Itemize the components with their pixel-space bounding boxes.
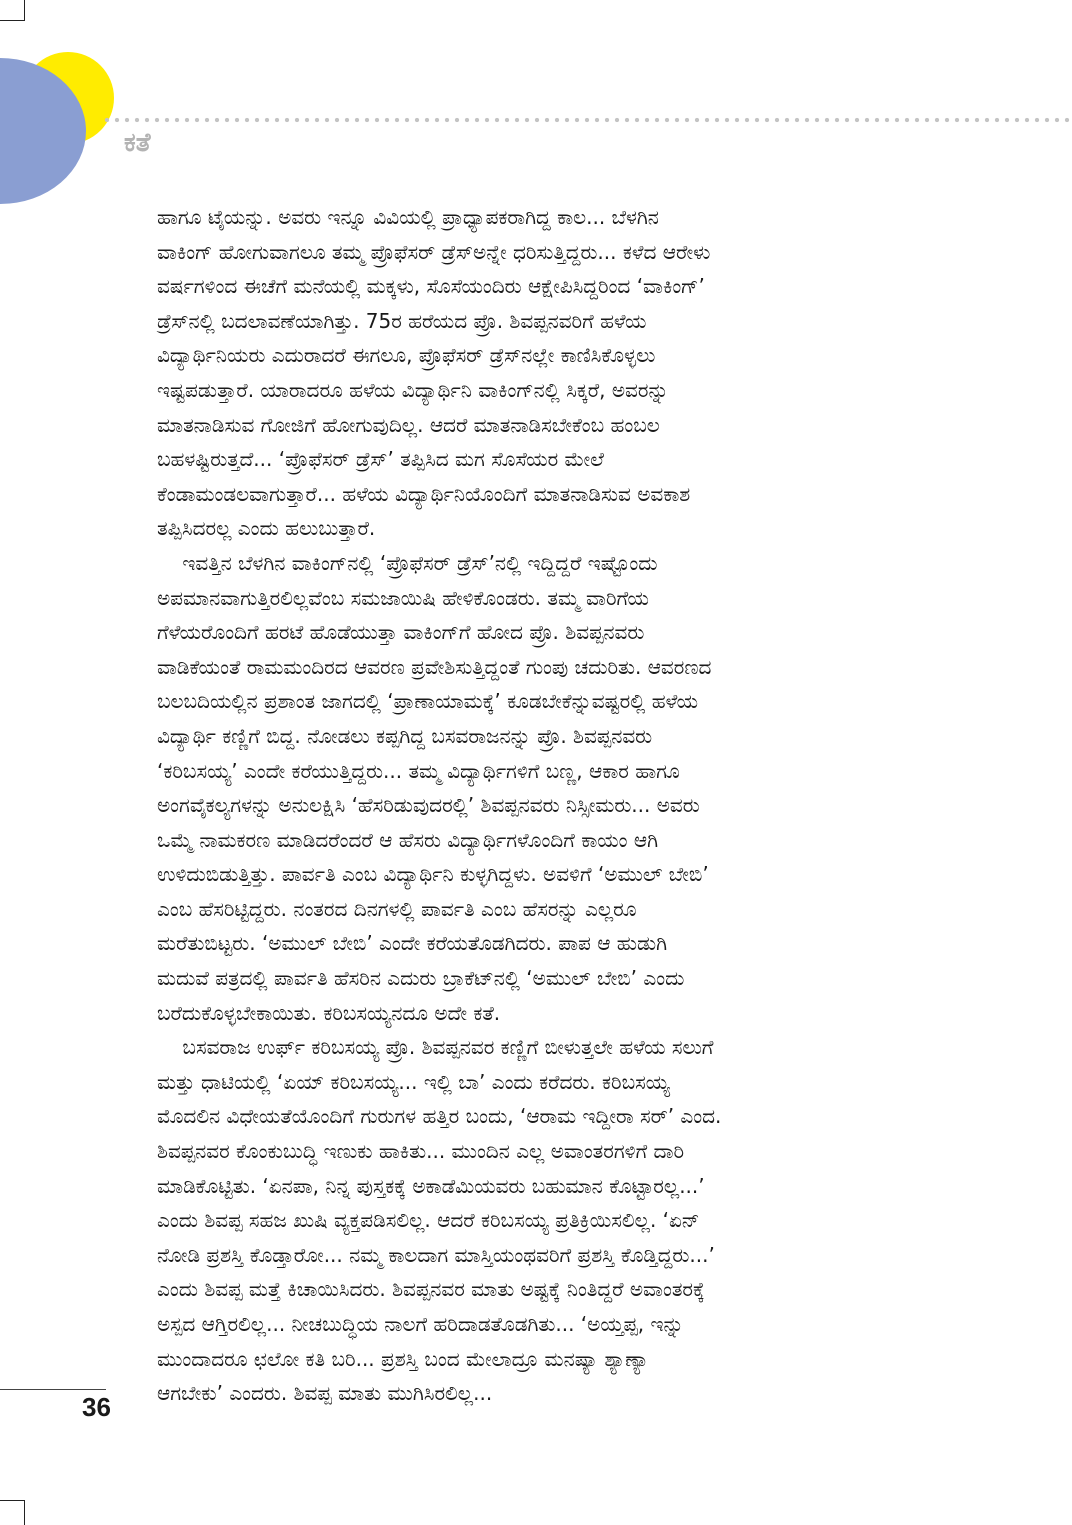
crop-mark-bottom-left-vertical (24, 1500, 25, 1525)
page-number: 36 (82, 1392, 111, 1422)
section-title: ಕತೆ (124, 128, 151, 158)
page-number-rule (0, 1389, 106, 1390)
story-line: ಎಂದು ಶಿವಪ್ಪ ಮತ್ತೆ ಕಿಚಾಯಿಸಿದರು. ಶಿವಪ್ಪನವರ ಮಾತು ಅಷ್ಟಕ್ಕೆ ನಿಂತಿದ್ದರೆ ಅವಾಂತರಕ್ಕೆ (157, 1277, 705, 1302)
crop-mark-top-left-vertical (24, 0, 25, 20)
story-line: ಬರೆದುಕೊಳ್ಳಬೇಕಾಯಿತು. ಕರಿಬಸಯ್ಯನದೂ ಅದೇ ಕತೆ. (157, 1000, 501, 1025)
story-line: ಎಂದು ಶಿವಪ್ಪ ಸಹಜ ಖುಷಿ ವ್ಯಕ್ತಪಡಿಸಲಿಲ್ಲ. ಆದರೆ ಕರಿಬಸಯ್ಯ ಪ್ರತಿಕ್ರಿಯಿಸಲಿಲ್ಲ. ‘ಏನ್ (157, 1208, 700, 1233)
story-line: ವರ್ಷಗಳಿಂದ ಈಚೆಗೆ ಮನೆಯಲ್ಲಿ ಮಕ್ಕಳು, ಸೊಸೆಯಂದಿರು ಆಕ್ಷೇಪಿಸಿದ್ದರಿಂದ ‘ವಾಕಿಂಗ್’ (157, 274, 705, 299)
story-line: ಇವತ್ತಿನ ಬೆಳಗಿನ ವಾಕಿಂಗ್‌ನಲ್ಲಿ ‘ಪ್ರೊಫೆಸರ್ ಡ್ರೆಸ್’ನಲ್ಲಿ ಇದ್ದಿದ್ದರೆ ಇಷ್ಟೊಂದು (157, 550, 658, 575)
story-line: ಗೆಳೆಯರೊಂದಿಗೆ ಹರಟೆ ಹೊಡೆಯುತ್ತಾ ವಾಕಿಂಗ್‌ಗೆ ಹೋದ ಪ್ರೊ. ಶಿವಪ್ಪನವರು (157, 620, 645, 645)
story-line: ಮುಂದಾದರೂ ಛಲೋ ಕತಿ ಬರಿ... ಪ್ರಶಸ್ತಿ ಬಂದ ಮೇಲಾದ್ರೂ ಮನಷ್ಯಾ ಶ್ಯಾಣ್ಯಾ (157, 1346, 649, 1371)
story-line: ವಾಡಿಕೆಯಂತೆ ರಾಮಮಂದಿರದ ಆವರಣ ಪ್ರವೇಶಿಸುತ್ತಿದ್ದಂತೆ ಗುಂಪು ಚದುರಿತು. ಆವರಣದ (157, 654, 712, 679)
story-line: ಮೊದಲಿನ ವಿಧೇಯತೆಯೊಂದಿಗೆ ಗುರುಗಳ ಹತ್ತಿರ ಬಂದು, ‘ಆರಾಮ ಇದ್ದೀರಾ ಸರ್’ ಎಂದ. (157, 1104, 722, 1129)
story-line: ಬಸವರಾಜ ಉರ್ಫ್ ಕರಿಬಸಯ್ಯ ಪ್ರೊ. ಶಿವಪ್ಪನವರ ಕಣ್ಣಿಗೆ ಬೀಳುತ್ತಲೇ ಹಳೆಯ ಸಲುಗೆ (157, 1035, 714, 1060)
story-line: ‘ಕರಿಬಸಯ್ಯ’ ಎಂದೇ ಕರೆಯುತ್ತಿದ್ದರು... ತಮ್ಮ ವಿದ್ಯಾರ್ಥಿಗಳಿಗೆ ಬಣ್ಣ, ಆಕಾರ ಹಾಗೂ (157, 758, 680, 783)
story-line: ವಾಕಿಂಗ್ ಹೋಗುವಾಗಲೂ ತಮ್ಮ ಪ್ರೊಫೆಸರ್ ಡ್ರೆಸ್‌ಅನ್ನೇ ಧರಿಸುತ್ತಿದ್ದರು... ಕಳೆದ ಆರೇಳು (157, 239, 711, 264)
dotted-rule (102, 117, 1070, 123)
story-line: ಮದುವೆ ಪತ್ರದಲ್ಲಿ ಪಾರ್ವತಿ ಹೆಸರಿನ ಎದುರು ಬ್ರಾಕೆಟ್‌ನಲ್ಲಿ ‘ಅಮುಲ್ ಬೇಬಿ’ ಎಂದು (157, 966, 685, 991)
story-line: ಶಿವಪ್ಪನವರ ಕೊಂಕುಬುದ್ಧಿ ಇಣುಕು ಹಾಕಿತು... ಮುಂದಿನ ಎಲ್ಲ ಅವಾಂತರಗಳಿಗೆ ದಾರಿ (157, 1139, 685, 1164)
crop-mark-bottom-left-horizontal (0, 1500, 25, 1501)
story-line: ಮಾತನಾಡಿಸುವ ಗೋಜಿಗೆ ಹೋಗುವುದಿಲ್ಲ. ಆದರೆ ಮಾತನಾಡಿಸಬೇಕೆಂಬ ಹಂಬಲ (157, 412, 660, 437)
story-line: ವಿದ್ಯಾರ್ಥಿನಿಯರು ಎದುರಾದರೆ ಈಗಲೂ, ಪ್ರೊಫೆಸರ್ ಡ್ರೆಸ್‌ನಲ್ಲೇ ಕಾಣಿಸಿಕೊಳ್ಳಲು (157, 343, 656, 368)
story-line: ಆಗಬೇಕು’ ಎಂದರು. ಶಿವಪ್ಪ ಮಾತು ಮುಗಿಸಿರಲಿಲ್ಲ... (157, 1381, 493, 1406)
story-line: ಮತ್ತು ಧಾಟಿಯಲ್ಲಿ ‘ಏಯ್ ಕರಿಬಸಯ್ಯ... ಇಲ್ಲಿ ಬಾ’ ಎಂದು ಕರೆದರು. ಕರಿಬಸಯ್ಯ (157, 1069, 670, 1094)
crop-mark-top-left-horizontal (0, 20, 25, 21)
story-line: ವಿದ್ಯಾರ್ಥಿ ಕಣ್ಣಿಗೆ ಬಿದ್ದ. ನೋಡಲು ಕಪ್ಪಗಿದ್ದ ಬಸವರಾಜನನ್ನು ಪ್ರೊ. ಶಿವಪ್ಪನವರು (157, 723, 653, 748)
story-line: ಡ್ರೆಸ್‌ನಲ್ಲಿ ಬದಲಾವಣೆಯಾಗಿತ್ತು. 75ರ ಹರೆಯದ ಪ್ರೊ. ಶಿವಪ್ಪನವರಿಗೆ ಹಳೆಯ (157, 308, 647, 333)
story-line: ಮಾಡಿಕೊಟ್ಟಿತು. ‘ಏನಪಾ, ನಿನ್ನ ಪುಸ್ತಕಕ್ಕೆ ಅಕಾಡೆಮಿಯವರು ಬಹುಮಾನ ಕೊಟ್ಟಾರಲ್ಲ...’ (157, 1173, 705, 1198)
story-line: ನೋಡಿ ಪ್ರಶಸ್ತಿ ಕೊಡ್ತಾರೋ... ನಮ್ಮ ಕಾಲದಾಗ ಮಾಸ್ತಿಯಂಥವರಿಗೆ ಪ್ರಶಸ್ತಿ ಕೊಡ್ತಿದ್ದರು...’ (157, 1242, 715, 1267)
story-line: ಅಸ್ಪದ ಆಗ್ತಿರಲಿಲ್ಲ... ನೀಚಬುದ್ಧಿಯ ನಾಲಗೆ ಹರಿದಾಡತೊಡಗಿತು... ‘ಅಯ್ತಪ್ಪ, ಇನ್ನು (157, 1312, 684, 1336)
story-line: ಇಷ್ಟಪಡುತ್ತಾರೆ. ಯಾರಾದರೂ ಹಳೆಯ ವಿದ್ಯಾರ್ಥಿನಿ ವಾಕಿಂಗ್‌ನಲ್ಲಿ ಸಿಕ್ಕರೆ, ಅವರನ್ನು (157, 377, 669, 402)
story-line: ಉಳಿದುಬಿಡುತ್ತಿತ್ತು. ಪಾರ್ವತಿ ಎಂಬ ವಿದ್ಯಾರ್ಥಿನಿ ಕುಳ್ಳಗಿದ್ದಳು. ಅವಳಿಗೆ ‘ಅಮುಲ್ ಬೇಬಿ’ (157, 862, 709, 887)
story-line: ಒಮ್ಮೆ ನಾಮಕರಣ ಮಾಡಿದರೆಂದರೆ ಆ ಹೆಸರು ವಿದ್ಯಾರ್ಥಿಗಳೊಂದಿಗೆ ಕಾಯಂ ಆಗಿ (157, 827, 659, 852)
story-line: ಎಂಬ ಹೆಸರಿಟ್ಟಿದ್ದರು. ನಂತರದ ದಿನಗಳಲ್ಲಿ ಪಾರ್ವತಿ ಎಂಬ ಹೆಸರನ್ನು ಎಲ್ಲರೂ (157, 896, 637, 921)
story-line: ಅಂಗವೈಕಲ್ಯಗಳನ್ನು ಅನುಲಕ್ಷಿಸಿ ‘ಹೆಸರಿಡುವುದರಲ್ಲಿ’ ಶಿವಪ್ಪನವರು ನಿಸ್ಸೀಮರು... ಅವರು (157, 793, 700, 818)
story-line: ಕೆಂಡಾಮಂಡಲವಾಗುತ್ತಾರೆ... ಹಳೆಯ ವಿದ್ಯಾರ್ಥಿನಿಯೊಂದಿಗೆ ಮಾತನಾಡಿಸುವ ಅವಕಾಶ (157, 481, 691, 506)
story-line: ಬಲಬದಿಯಲ್ಲಿನ ಪ್ರಶಾಂತ ಜಾಗದಲ್ಲಿ ‘ಪ್ರಾಣಾಯಾಮಕ್ಕೆ’ ಕೂಡಬೇಕೆನ್ನುವಷ್ಟರಲ್ಲಿ ಹಳೆಯ (157, 689, 699, 714)
story-line: ತಪ್ಪಿಸಿದರಲ್ಲ ಎಂದು ಹಲುಬುತ್ತಾರೆ. (157, 516, 376, 541)
story-line: ಹಾಗೂ ಟೈಯನ್ನು. ಅವರು ಇನ್ನೂ ವಿವಿಯಲ್ಲಿ ಪ್ರಾಧ್ಯಾಪಕರಾಗಿದ್ದ ಕಾಲ... ಬೆಳಗಿನ (157, 205, 659, 229)
story-line: ಅಪಮಾನವಾಗುತ್ತಿರಲಿಲ್ಲವೆಂಬ ಸಮಜಾಯಿಷಿ ಹೇಳಿಕೊಂಡರು. ತಮ್ಮ ವಾರಿಗೆಯ (157, 585, 649, 610)
story-line: ಮರೆತುಬಿಟ್ಟರು. ‘ಅಮುಲ್ ಬೇಬಿ’ ಎಂದೇ ಕರೆಯತೊಡಗಿದರು. ಪಾಪ ಆ ಹುಡುಗಿ (157, 931, 668, 956)
story-body (157, 200, 917, 1411)
story-line: ಬಹಳಷ್ಟಿರುತ್ತದೆ... ‘ಪ್ರೊಫೆಸರ್ ಡ್ರೆಸ್’ ತಪ್ಪಿಸಿದ ಮಗ ಸೊಸೆಯರ ಮೇಲೆ (157, 447, 604, 472)
